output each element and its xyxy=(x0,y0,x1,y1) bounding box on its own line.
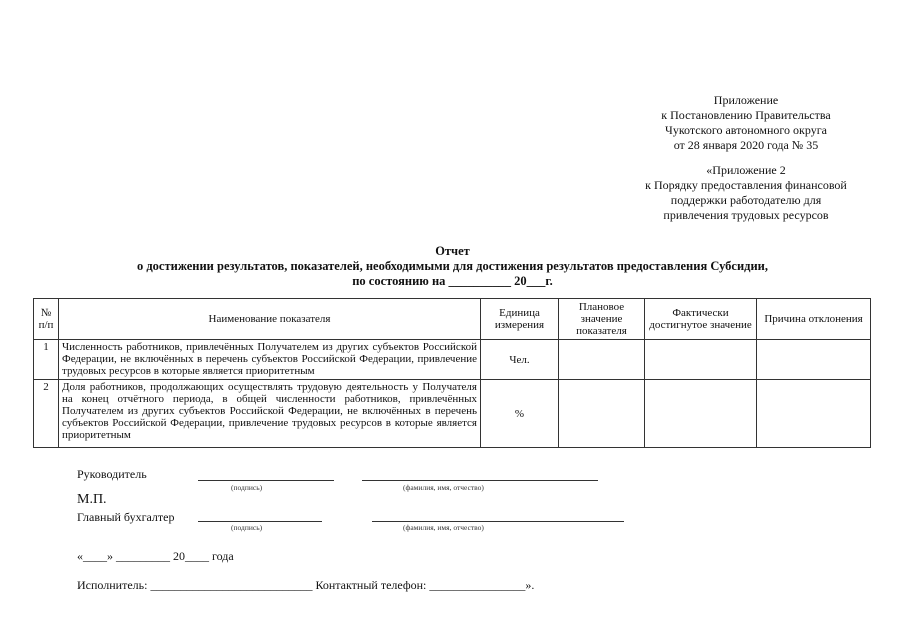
row-unit: Чел. xyxy=(481,340,559,380)
report-table xyxy=(33,298,871,448)
appendix-line: от 28 января 2020 года № 35 xyxy=(673,138,819,152)
accountant-signature-hint: (подпись) xyxy=(231,523,263,532)
appendix-line: Чукотского автономного округа xyxy=(665,123,827,137)
appendix-line: Приложение xyxy=(713,93,779,107)
row-number: 2 xyxy=(34,380,59,448)
chief-accountant-label: Главный бухгалтер xyxy=(77,510,175,524)
header-unit: Единица измерения xyxy=(481,299,559,340)
executor-contact-line: Исполнитель: ___________________________ Контактный телефон: ________________». xyxy=(77,578,535,592)
accountant-fullname-line[interactable] xyxy=(372,521,624,522)
head-signature-hint: (подпись) xyxy=(231,483,263,492)
header-deviation-reason: Причина отклонения xyxy=(757,299,871,340)
accountant-signature-line[interactable] xyxy=(198,521,322,522)
row-planned-value[interactable] xyxy=(559,380,645,448)
appendix-government-decree xyxy=(646,93,846,153)
appendix-procedure xyxy=(626,163,866,223)
report-title: Отчет xyxy=(435,244,470,258)
appendix-line: к Порядку предоставления финансовой xyxy=(645,178,847,192)
appendix-line: поддержки работодателю для xyxy=(670,193,822,207)
head-fullname-hint: (фамилия, имя, отчество) xyxy=(403,483,484,492)
date-line: «____» _________ 20____ года xyxy=(77,549,234,563)
report-date-line: по состоянию на __________ 20___г. xyxy=(352,274,553,288)
header-actual-value: Фактически достигнутое значение xyxy=(645,299,757,340)
stamp-label: М.П. xyxy=(77,492,107,507)
header-number: № п/п xyxy=(34,299,59,340)
head-signature-line[interactable] xyxy=(198,480,334,481)
appendix-line: к Постановлению Правительства xyxy=(661,108,831,122)
row-unit: % xyxy=(481,380,559,448)
report-subtitle: о достижении результатов, показателей, необходимыми для достижения результатов предоставления Субсидии, xyxy=(136,259,769,273)
row-deviation-reason[interactable] xyxy=(757,380,871,448)
table-row xyxy=(34,380,871,448)
table-row xyxy=(34,340,871,380)
appendix-line: «Приложение 2 xyxy=(706,163,786,177)
row-indicator-name: Доля работников, продолжающих осуществлять трудовую деятельность у Получателя на конец отчётного периода, в общей численности работников, привлечённых Получателем из других субъектов Российской Федерации, не включённых в перечень субъектов Российской Федерации, привлечение трудовых ресурсов в которые является приоритетным xyxy=(59,380,481,448)
header-planned-value: Плановое значение показателя xyxy=(559,299,645,340)
head-fullname-line[interactable] xyxy=(362,480,598,481)
row-indicator-name: Численность работников, привлечённых Получателем из других субъектов Российской Федерации, не включённых в перечень субъектов Российской Федерации, привлечение трудовых ресурсов в которые является приоритетным xyxy=(59,340,481,380)
accountant-fullname-hint: (фамилия, имя, отчество) xyxy=(403,523,484,532)
row-planned-value[interactable] xyxy=(559,340,645,380)
row-number: 1 xyxy=(34,340,59,380)
head-label: Руководитель xyxy=(77,467,147,481)
row-actual-value[interactable] xyxy=(645,380,757,448)
table-header-row xyxy=(34,299,871,340)
appendix-line: привлечения трудовых ресурсов xyxy=(663,208,829,222)
row-actual-value[interactable] xyxy=(645,340,757,380)
row-deviation-reason[interactable] xyxy=(757,340,871,380)
header-indicator-name: Наименование показателя xyxy=(59,299,481,340)
